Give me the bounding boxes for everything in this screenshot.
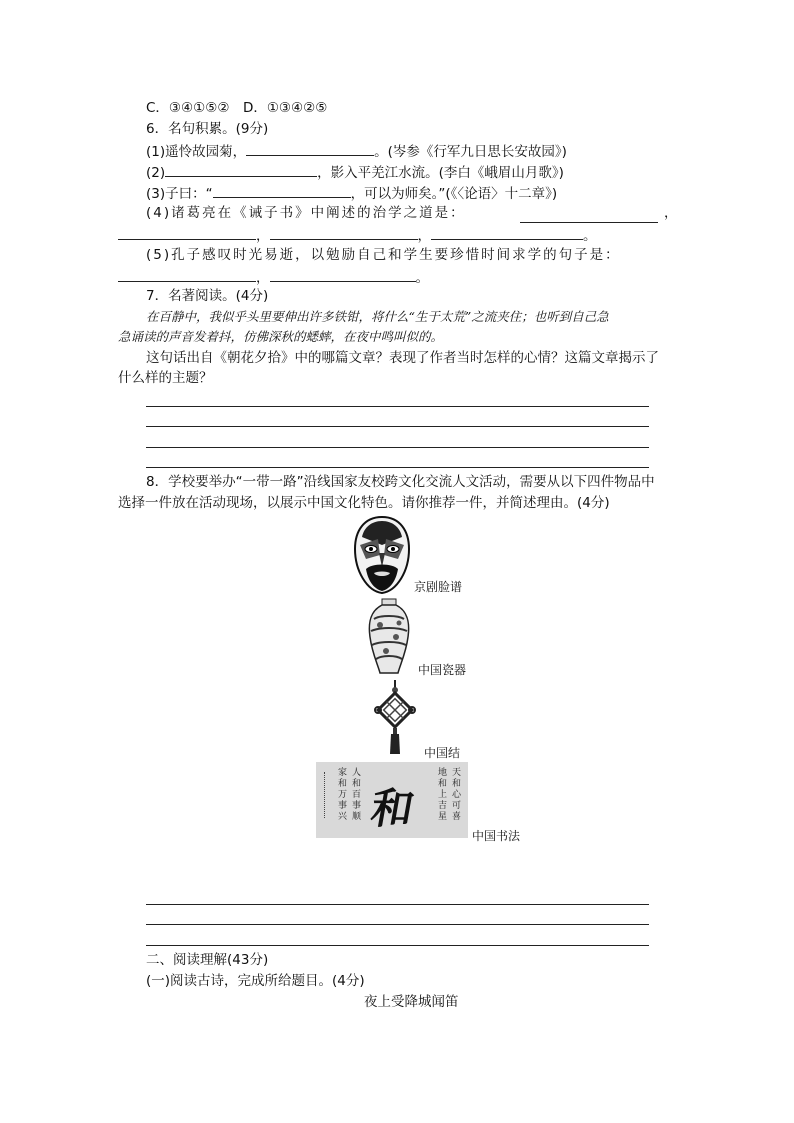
q6-item-2-prefix: (2) <box>146 165 166 181</box>
q8-line-1: 8．学校要举办“一带一路”沿线国家友校跨文化交流人文活动，需要从以下四件物品中 <box>146 474 655 490</box>
q6-item-2-suffix: ，影入平羌江水流。(李白《峨眉山月歌》) <box>317 165 564 181</box>
q6-item-4-cont <box>118 225 597 245</box>
q6-item-4 <box>146 204 466 222</box>
calligraphy-seal-column <box>324 772 327 818</box>
punct-period: 。 <box>583 228 597 244</box>
punct-comma: ， <box>417 228 431 244</box>
q7-title: 7．名著阅读。(4分) <box>146 288 269 304</box>
q7-ask-line-1: 这句话出自《朝花夕拾》中的哪篇文章？表现了作者当时怎样的心情？这篇文章揭示了 <box>146 350 659 366</box>
calligraphy-column-3: 人和百事顺 <box>352 768 362 822</box>
answer-blank[interactable] <box>431 225 583 240</box>
q6-item-1-prefix: (1)遥怜故园菊， <box>146 144 247 160</box>
q5-options: C．③④①⑤② D．①③④②⑤ <box>146 100 328 116</box>
answer-line[interactable] <box>146 945 649 946</box>
caption-porcelain: 中国瓷器 <box>418 663 467 677</box>
punct-comma: ， <box>256 228 270 244</box>
answer-blank[interactable] <box>118 225 256 240</box>
q6-item-3-suffix: ，可以为师矣。”(《〈论语〉十二章》) <box>350 186 558 202</box>
q6-item-3-prefix: (3)子曰：“ <box>146 186 213 202</box>
answer-line[interactable] <box>146 904 649 905</box>
punct-period: 。 <box>415 270 429 286</box>
opera-mask-icon <box>352 515 412 595</box>
answer-blank[interactable] <box>165 162 317 177</box>
answer-line[interactable] <box>146 467 649 468</box>
answer-blank[interactable] <box>118 267 256 282</box>
answer-line[interactable] <box>146 924 649 925</box>
punct-comma: ， <box>664 205 678 221</box>
chinese-knot-icon <box>372 680 418 756</box>
caption-opera-mask: 京剧脸谱 <box>414 580 463 594</box>
answer-line[interactable] <box>146 406 649 407</box>
answer-blank[interactable] <box>270 225 418 240</box>
q6-item-2 <box>146 162 564 182</box>
caption-chinese-knot: 中国结 <box>424 746 461 760</box>
calligraphy-column-2: 地和上吉星 <box>438 768 448 822</box>
answer-blank[interactable] <box>246 141 374 156</box>
q6-title: 6．名句积累。(9分) <box>146 121 269 137</box>
poem-title: 夜上受降城闻笛 <box>364 994 459 1010</box>
q6-item-3 <box>146 183 557 203</box>
q6-item-1-suffix: 。(岑参《行军九日思长安故园》) <box>374 144 567 160</box>
porcelain-vase-icon <box>366 597 412 675</box>
q6-item-4-prefix: (4)诸葛亮在《诫子书》中阐述的治学之道是： <box>146 205 466 221</box>
section-2-instruction: (一)阅读古诗，完成所给题目。(4分) <box>146 973 365 989</box>
answer-blank[interactable] <box>270 267 416 282</box>
q7-ask-line-2: 什么样的主题？ <box>118 370 213 386</box>
q6-item-5: (5)孔子感叹时光易逝，以勉励自己和学生要珍惜时间求学的句子是： <box>146 247 621 263</box>
answer-line[interactable] <box>146 447 649 448</box>
answer-blank[interactable] <box>520 208 658 223</box>
q8-line-2: 选择一件放在活动现场，以展示中国文化特色。请你推荐一件，并简述理由。(4分) <box>118 495 610 511</box>
q6-item-5-cont <box>118 267 429 287</box>
q7-quote-line-2: 急诵读的声音发着抖，仿佛深秋的蟋蟀，在夜中鸣叫似的。 <box>118 329 444 344</box>
calligraphy-column-4: 家和万事兴 <box>338 768 348 822</box>
q7-quote-line-1: 在百静中，我似乎头里要伸出许多铁钳，将什么“生于太荒”之流夹住；也听到自己急 <box>146 309 609 324</box>
q6-item-1 <box>146 141 567 161</box>
answer-line[interactable] <box>146 426 649 427</box>
answer-blank[interactable] <box>213 183 351 198</box>
section-2-title: 二、阅读理解(43分) <box>146 952 269 968</box>
caption-calligraphy: 中国书法 <box>472 829 521 843</box>
calligraphy-column-1: 天和心可喜 <box>452 768 462 822</box>
calligraphy-main-character: 和 <box>367 784 418 833</box>
calligraphy-icon <box>316 762 468 838</box>
punct-comma: ， <box>256 270 270 286</box>
